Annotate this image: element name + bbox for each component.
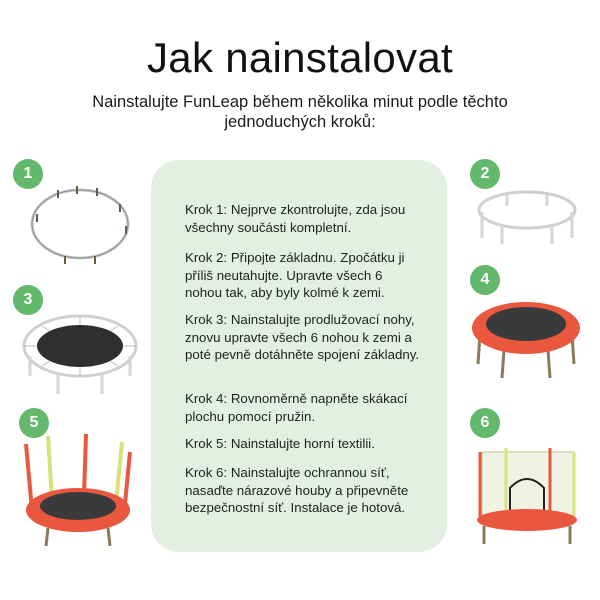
step-6-illustration: [470, 442, 585, 552]
step-2-badge: 2: [470, 159, 500, 189]
step-2-illustration: [472, 180, 582, 250]
step-1-badge: 1: [13, 159, 43, 189]
step-4-badge: 4: [470, 265, 500, 295]
step-1-illustration: [25, 178, 135, 268]
step-4-illustration: [466, 290, 586, 390]
step-6-badge: 6: [470, 408, 500, 438]
page-title: Jak nainstalovat: [147, 34, 453, 81]
step-2-text: Krok 2: Připojte základnu. Zpočátku ji příliš neutahujte. Upravte všech 6 nohou tak, aby byly kolmé k zemi.: [185, 250, 405, 300]
step-3-text: Krok 3: Nainstalujte prodlužovací nohy, znovu upravte všech 6 nohou k zemi a poté pevně dotáhněte spojení základny.: [185, 312, 420, 362]
step-5-illustration: [18, 430, 138, 550]
step-3-illustration: [18, 300, 143, 400]
step-4-text: Krok 4: Rovnoměrně napněte skákací plochu pomocí pružin.: [185, 391, 408, 424]
step-1-text: Krok 1: Nejprve zkontrolujte, zda jsou všechny součásti kompletní.: [185, 202, 406, 235]
page-subtitle: Nainstalujte FunLeap během několika minut podle těchto jednoduchých kroků:: [92, 93, 508, 131]
step-3-badge: 3: [13, 285, 43, 315]
step-5-text: Krok 5: Nainstalujte horní textilii.: [185, 436, 375, 451]
step-6-text: Krok 6: Nainstalujte ochrannou síť, nasaďte nárazové houby a připevněte bezpečnostní síť. Instalace je hotová.: [185, 465, 409, 515]
step-5-badge: 5: [19, 408, 49, 438]
